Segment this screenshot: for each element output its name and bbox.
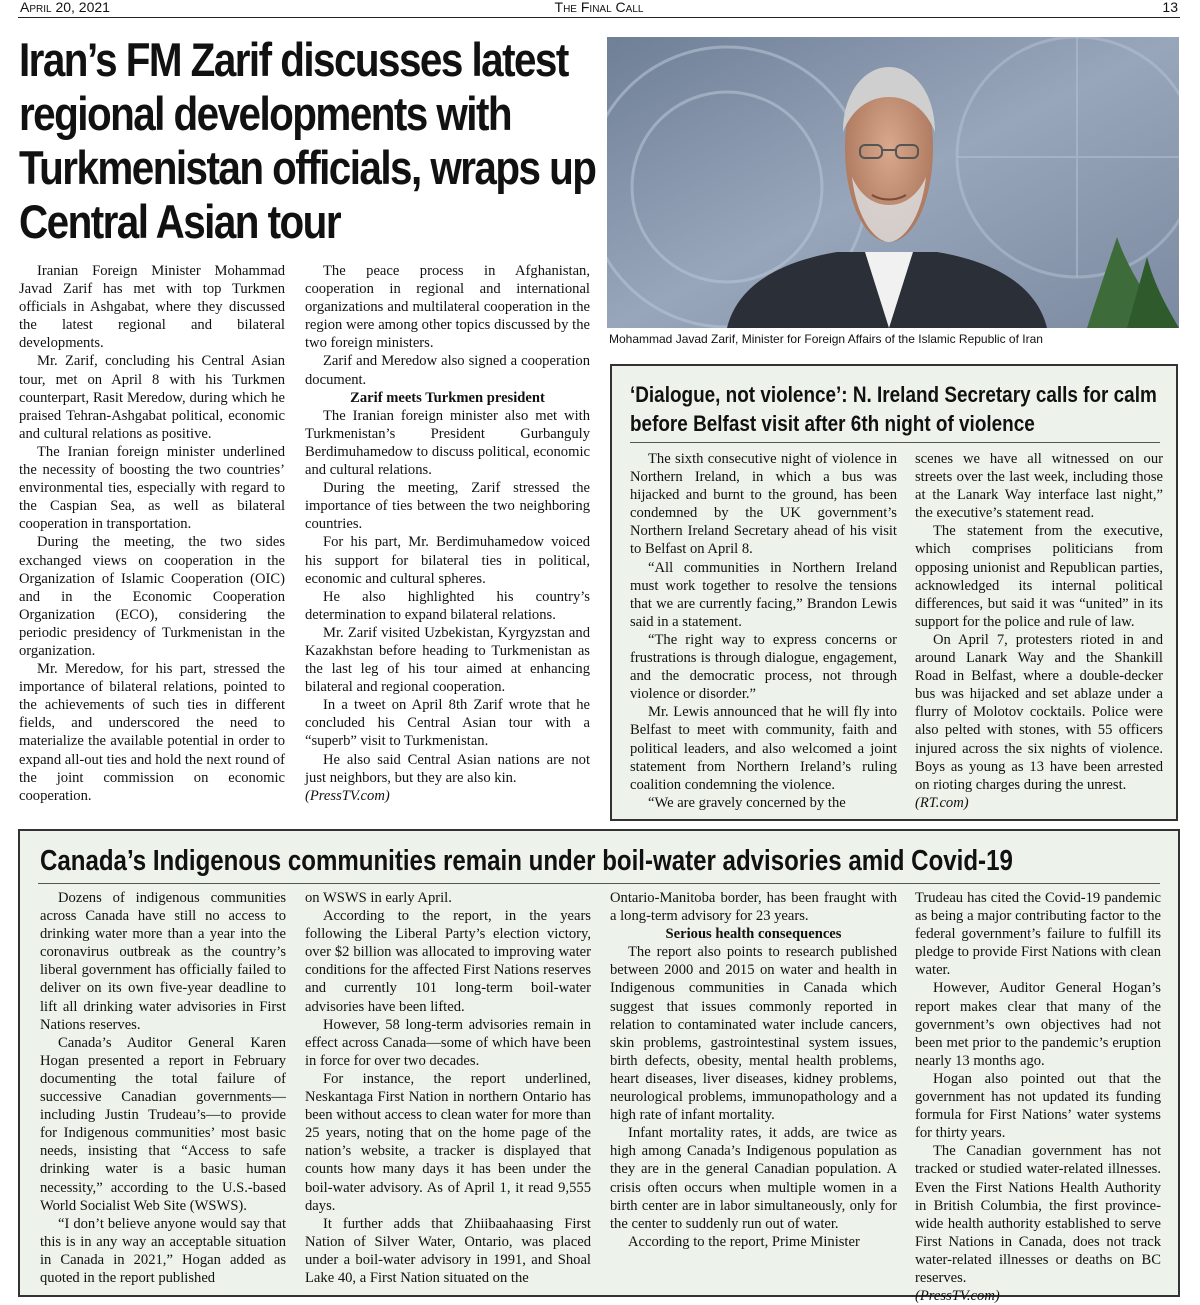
paragraph: Mr. Lewis announced that he will fly into Belfast to meet with community, faith and political leaders, and also welcomed a joint statement from Northern Ireland’s ruling coalition condemning the violence. — [630, 704, 897, 793]
paragraph: on WSWS in early April. — [305, 890, 452, 906]
paragraph: Dozens of indigenous communities across Canada have still no access to drinking water more than a year into the coronavirus outbreak as the country’s liberal government has officially failed to deliver on its own five-year deadline to lift all drinking water advisories in First Nations reserves. — [40, 890, 286, 1033]
paragraph: The report also points to research published between 2000 and 2015 on water and health in Indigenous communities in Canada which suggest that issues commonly reported in relation to contaminated water include cancers, skin problems, gastrointestinal system issues, birth defects, obesity, mental health problems, heart diseases, liver diseases, kidney problems, neurological problems, immunopathology and a high rate of infant mortality. — [610, 944, 897, 1124]
article3-column-3 — [610, 889, 897, 1251]
paragraph: The sixth consecutive night of violence in Northern Ireland, in which a bus was hijacked and burnt to the ground, has been condemned by the UK government’s Northern Ireland Secretary ahead of his visit to Belfast on April 8. — [630, 451, 897, 558]
article2-column-2 — [915, 450, 1163, 812]
paragraph: “We are gravely concerned by the — [648, 794, 846, 811]
paragraph: The Iranian foreign minister underlined the necessity of boosting the two countries’ environmental ties, especially with regard to the Caspian Sea, as well as bilateral cooperation in transportation. — [19, 443, 285, 533]
paragraph: He also highlighted his country’s determination to expand bilateral relations. — [305, 588, 590, 623]
subheading: Serious health consequences — [665, 926, 842, 943]
paragraph: According to the report, Prime Minister — [628, 1233, 860, 1250]
subheading: Zarif meets Turkmen president — [350, 389, 545, 406]
paragraph: During the meeting, the two sides exchanged views on cooperation in the Organization of Islamic Cooperation (OIC) and in the Economic Cooperation Organization (ECO), considering the periodic presidency of Turkmenistan in the organization. — [19, 534, 285, 659]
article3-column-1 — [40, 889, 286, 1287]
source-credit: (PressTV.com) — [305, 787, 390, 804]
paragraph: “I don’t believe anyone would say that this is in any way an acceptable situation in Canada in 2021,” Hogan added as quoted in the report published — [40, 1215, 286, 1286]
paragraph: In a tweet on April 8th Zarif wrote that he concluded his Central Asian tour with a “superb” visit to Turkmenistan. — [305, 697, 590, 750]
issue-date: April 20, 2021 — [20, 0, 110, 15]
article3-box — [18, 829, 1180, 1305]
paragraph: The Iranian foreign minister also met with Turkmenistan’s President Gurbanguly Berdimuhamedow to discuss political, economic and cultural relations. — [305, 407, 590, 479]
paragraph: During the meeting, Zarif stressed the importance of ties between the two neighboring countries. — [305, 480, 590, 533]
article1-column-2 — [305, 262, 590, 805]
source-credit: (RT.com) — [915, 794, 969, 811]
article3-column-4 — [915, 889, 1161, 1305]
paragraph: The peace process in Afghanistan, cooperation in regional and international organizations and multilateral cooperation in the region were among other topics discussed by the two foreign ministers. — [305, 263, 590, 352]
source-credit: (PressTV.com) — [915, 1288, 1000, 1305]
paragraph: Infant mortality rates, it adds, are twice as high among Canada’s Indigenous population as they are in the general Canadian population. A crisis often occurs when multiple women in a birth center are in labor simultaneously, only for the center to suddenly run out of water. — [610, 1125, 897, 1232]
photo-caption: Mohammad Javad Zarif, Minister for Foreign Affairs of the Islamic Republic of Iran — [609, 332, 1043, 346]
divider — [630, 442, 1160, 443]
article3-column-2 — [305, 889, 591, 1287]
paragraph: Iranian Foreign Minister Mohammad Javad Zarif has met with top Turkmen officials in Ashgabat, where they discussed the latest regional and bilateral developments. — [19, 263, 285, 352]
paragraph: Ontario-Manitoba border, has been fraught with a long-term advisory for 23 years. — [610, 890, 897, 925]
page-header — [18, 0, 1180, 18]
paragraph: He also said Central Asian nations are not just neighbors, but they are also kin. — [305, 751, 590, 786]
article2-column-1 — [630, 450, 897, 812]
article3-headline: Canada’s Indigenous communities remain under boil-water advisories amid Covid-19 — [40, 845, 1013, 877]
paragraph: For instance, the report underlined, Neskantaga First Nation in northern Ontario has been without access to clean water for more than 25 years, noting that on the home page of the nation’s website, a tracker is displayed that counts how many days it has been under the boil-water advisory. As of April 1, it read 9,555 days. — [305, 1070, 591, 1214]
paragraph: However, 58 long-term advisories remain in effect across Canada—some of which have been in force for over two decades. — [305, 1016, 591, 1069]
paragraph: The statement from the executive, which comprises politicians from opposing unionist and Republican parties, acknowledged its internal political differences, but said it was “united” in its support for the police and rule of law. — [915, 523, 1163, 630]
newspaper-name: The Final Call — [554, 0, 644, 15]
paragraph: According to the report, in the years following the Liberal Party’s election victory, over $2 billion was allocated to improving water conditions for the affected First Nations reserves and currently 101 long-term boil-water advisories have been lifted. — [305, 908, 591, 1015]
paragraph: “All communities in Northern Ireland must work together to resolve the tensions that we are currently facing,” Brandon Lewis said in a statement. — [630, 559, 897, 630]
page-number: 13 — [1162, 0, 1178, 15]
article1-column-1 — [19, 262, 285, 805]
divider — [38, 883, 1160, 884]
paragraph: For his part, Mr. Berdimuhamedow voiced his support for bilateral ties in political, economic and cultural spheres. — [305, 534, 590, 587]
paragraph: The Canadian government has not tracked or studied water-related illnesses. Even the First Nations Health Authority in British Columbia, the first province-wide health authority established to serve First Nations in Canada, does not track water-related illnesses or deaths on BC reserves. — [915, 1143, 1161, 1286]
paragraph: Mr. Meredow, for his part, stressed the importance of bilateral relations, pointed to the achievements of such ties in different fields, and underscored the need to materialize the available potential in order to expand all-out ties and hold the next round of the joint commission on economic cooperation. — [19, 661, 285, 804]
paragraph: Mr. Zarif, concluding his Central Asian tour, met on April 8 with his Turkmen counterpart, Rasit Meredow, during which he praised Tehran-Ashgabat political, economic and cultural relations as positive. — [19, 353, 285, 442]
article1-headline: Iran’s FM Zarif discusses latest regional developments with Turkmenistan officials, wraps up Central Asian tour — [19, 33, 596, 248]
paragraph: Mr. Zarif visited Uzbekistan, Kyrgyzstan and Kazakhstan before heading to Turkmenistan as the last leg of his tour aimed at enhancing bilateral and regional cooperation. — [305, 624, 590, 696]
paragraph: It further adds that Zhiibaahaasing First Nation of Silver Water, Ontario, was placed under a boil-water advisory in 1991, and Shoal Lake 40, a First Nation situated on the — [305, 1215, 591, 1286]
paragraph: However, Auditor General Hogan’s report makes clear that many of the government’s own objectives had not been met prior to the pandemic’s eruption nearly 13 months ago. — [915, 980, 1161, 1069]
paragraph: Canada’s Auditor General Karen Hogan presented a report in February documenting the total failure of successive Canadian governments— including Justin Trudeau’s—to provide for Indigenous communities’ most basic needs, insisting that “Access to safe drinking water is a basic human necessity,” according to the U.S.-based World Socialist Web Site (WSWS). — [40, 1034, 286, 1214]
article2-headline: ‘Dialogue, not violence’: N. Ireland Secretary calls for calm before Belfast visit after 6th night of violence — [630, 382, 1157, 436]
article2-box — [610, 364, 1178, 821]
paragraph: Trudeau has cited the Covid-19 pandemic as being a major contributing factor to the federal government’s failure to fulfill its pledge to provide First Nations with clean water. — [915, 890, 1161, 979]
paragraph: Hogan also pointed out that the government has not updated its funding formula for First Nations’ water systems for thirty years. — [915, 1070, 1161, 1142]
paragraph: scenes we have all witnessed on our streets over the last week, including those at the Lanark Way interface last night,” the executive’s statement read. — [915, 451, 1163, 522]
paragraph: Zarif and Meredow also signed a cooperation document. — [305, 353, 590, 388]
zarif-portrait-photo — [607, 37, 1179, 328]
paragraph: “The right way to express concerns or frustrations is through dialogue, engagement, and the democratic process, not through violence or disorder.” — [630, 631, 897, 703]
portrait-illustration — [607, 37, 1179, 328]
paragraph: On April 7, protesters rioted in and around Lanark Way and the Shankill Road in Belfast, where a double-decker bus was hijacked and set ablaze under a flurry of Molotov cocktails. Police were also pelted with stones, with 55 officers injured across the six nights of violence. Boys as young as 13 have been arrested on rioting charges during the unrest. — [915, 631, 1163, 793]
